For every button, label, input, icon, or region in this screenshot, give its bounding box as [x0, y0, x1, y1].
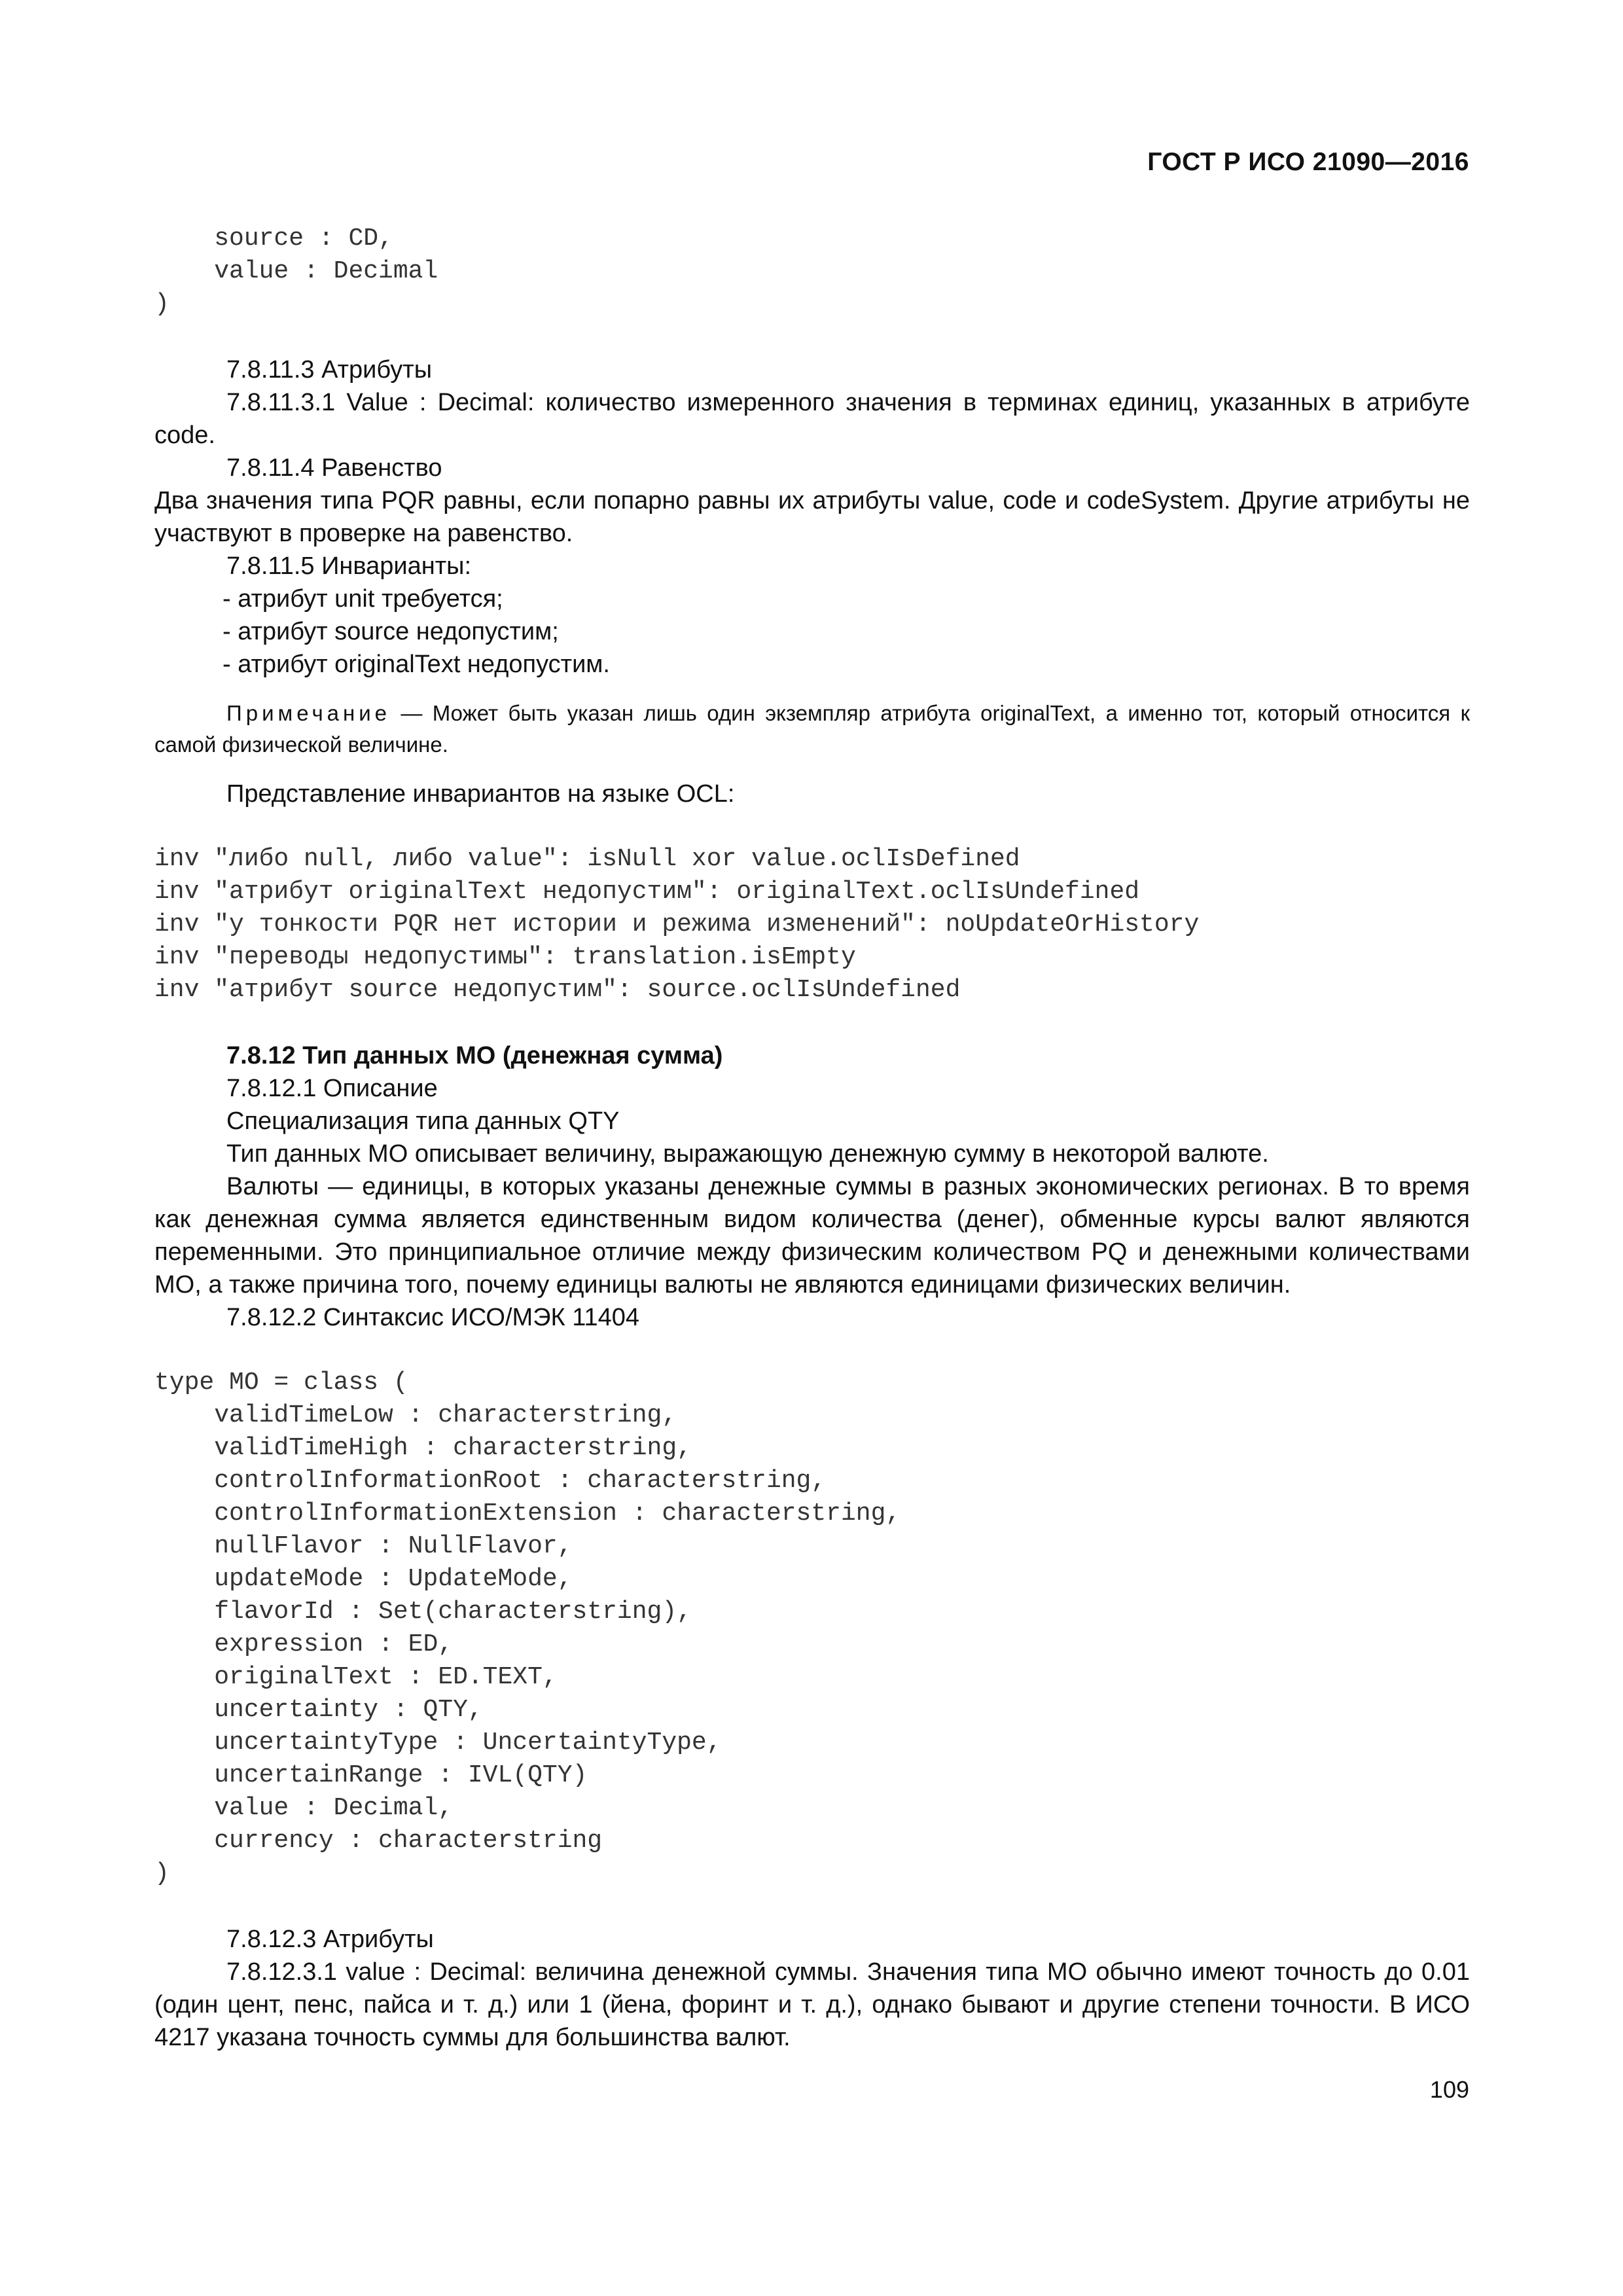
code-line: validTimeHigh : characterstring, [154, 1434, 692, 1462]
note-text: — Может быть указан лишь один экземпляр атрибута originalText, а именно тот, который относится к самой физической величине. [154, 701, 1470, 757]
code-line: uncertainty : QTY, [154, 1696, 483, 1724]
page-number: 109 [1429, 2076, 1469, 2103]
code-block-top [154, 223, 1470, 321]
document-header: ГОСТ Р ИСО 21090—2016 [1147, 148, 1469, 176]
code-line: originalText : ED.TEXT, [154, 1663, 558, 1691]
ocl-code-block [154, 843, 1470, 1007]
code-line: inv "атрибут originalText недопустим": originalText.oclIsUndefined [154, 878, 1140, 906]
note [154, 698, 1470, 761]
code-line: flavorId : Set(characterstring), [154, 1598, 692, 1626]
section-heading-7-8-11-5: 7.8.11.5 Инварианты: [226, 552, 472, 580]
invariant-bullet: - атрибут unit требуется; [223, 585, 503, 613]
code-line: controlInformationExtension : characterstring, [154, 1499, 901, 1528]
paragraph-specialization: Специализация типа данных QTY [226, 1107, 620, 1135]
code-line: source : CD, [154, 224, 393, 253]
section-heading-7-8-12: 7.8.12 Тип данных МО (денежная сумма) [226, 1042, 723, 1069]
code-line: inv "у тонкости PQR нет истории и режима изменений": noUpdateOrHistory [154, 910, 1200, 939]
paragraph-equality: Два значения типа PQR равны, если попарно равны их атрибуты value, code и codeSystem. Другие атрибуты не участвуют в проверке на равенство. [154, 487, 1470, 547]
code-line: ) [154, 290, 169, 318]
invariant-bullet: - атрибут source недопустим; [223, 618, 559, 645]
code-line: value : Decimal [154, 257, 438, 285]
code-line: expression : ED, [154, 1630, 454, 1659]
code-line: inv "либо null, либо value": isNull xor value.oclIsDefined [154, 845, 1020, 873]
code-line: updateMode : UpdateMode, [154, 1565, 573, 1593]
ocl-intro: Представление инвариантов на языке OCL: [226, 780, 735, 808]
section-heading-7-8-11-3: 7.8.11.3 Атрибуты [226, 356, 433, 384]
paragraph-currencies: Валюты — единицы, в которых указаны денежные суммы в разных экономических регионах. В то время как денежная сумма является единственным видом количества (денег), обменные курсы валют являются переменными. Это принципиальное отличие между физическим количеством PQ и денежными количествами МО, а также причина того, почему единицы валюты не являются единицами физических величин. [154, 1173, 1470, 1299]
section-heading-7-8-12-2: 7.8.12.2 Синтаксис ИСО/МЭК 11404 [226, 1304, 640, 1331]
page-content [154, 223, 1470, 2054]
invariant-bullet: - атрибут originalText недопустим. [223, 651, 610, 678]
code-line: uncertainRange : IVL(QTY) [154, 1761, 588, 1789]
code-line: value : Decimal, [154, 1794, 454, 1822]
code-line: controlInformationRoot : characterstring, [154, 1467, 827, 1495]
code-line: inv "атрибут source недопустим": source.oclIsUndefined [154, 976, 961, 1004]
code-line: validTimeLow : characterstring, [154, 1401, 677, 1429]
paragraph-7-8-11-3-1: 7.8.11.3.1 Value : Decimal: количество измеренного значения в терминах единиц, указанных в атрибуте code. [154, 389, 1470, 449]
note-label: Примечание [226, 701, 391, 725]
code-line: type MO = class ( [154, 1369, 408, 1397]
code-line: nullFlavor : NullFlavor, [154, 1532, 573, 1560]
paragraph-mo-description: Тип данных МО описывает величину, выражающую денежную сумму в некоторой валюте. [226, 1140, 1269, 1168]
code-line: inv "переводы недопустимы": translation.isEmpty [154, 943, 856, 971]
code-line: ) [154, 1859, 169, 1888]
code-line: currency : characterstring [154, 1827, 603, 1855]
section-heading-7-8-12-1: 7.8.12.1 Описание [226, 1075, 438, 1102]
code-line: uncertaintyType : UncertaintyType, [154, 1729, 722, 1757]
section-heading-7-8-11-4: 7.8.11.4 Равенство [226, 454, 442, 482]
paragraph-7-8-12-3-1: 7.8.12.3.1 value : Decimal: величина денежной суммы. Значения типа МО обычно имеют точность до 0.01 (один цент, пенс, пайса и т. д.) или 1 (йена, форинт и т. д.), однако бывают и другие степени точности. В ИСО 4217 указана точность суммы для большинства валют. [154, 1958, 1470, 2051]
mo-code-block [154, 1367, 1470, 1890]
section-heading-7-8-12-3: 7.8.12.3 Атрибуты [226, 1926, 434, 1953]
